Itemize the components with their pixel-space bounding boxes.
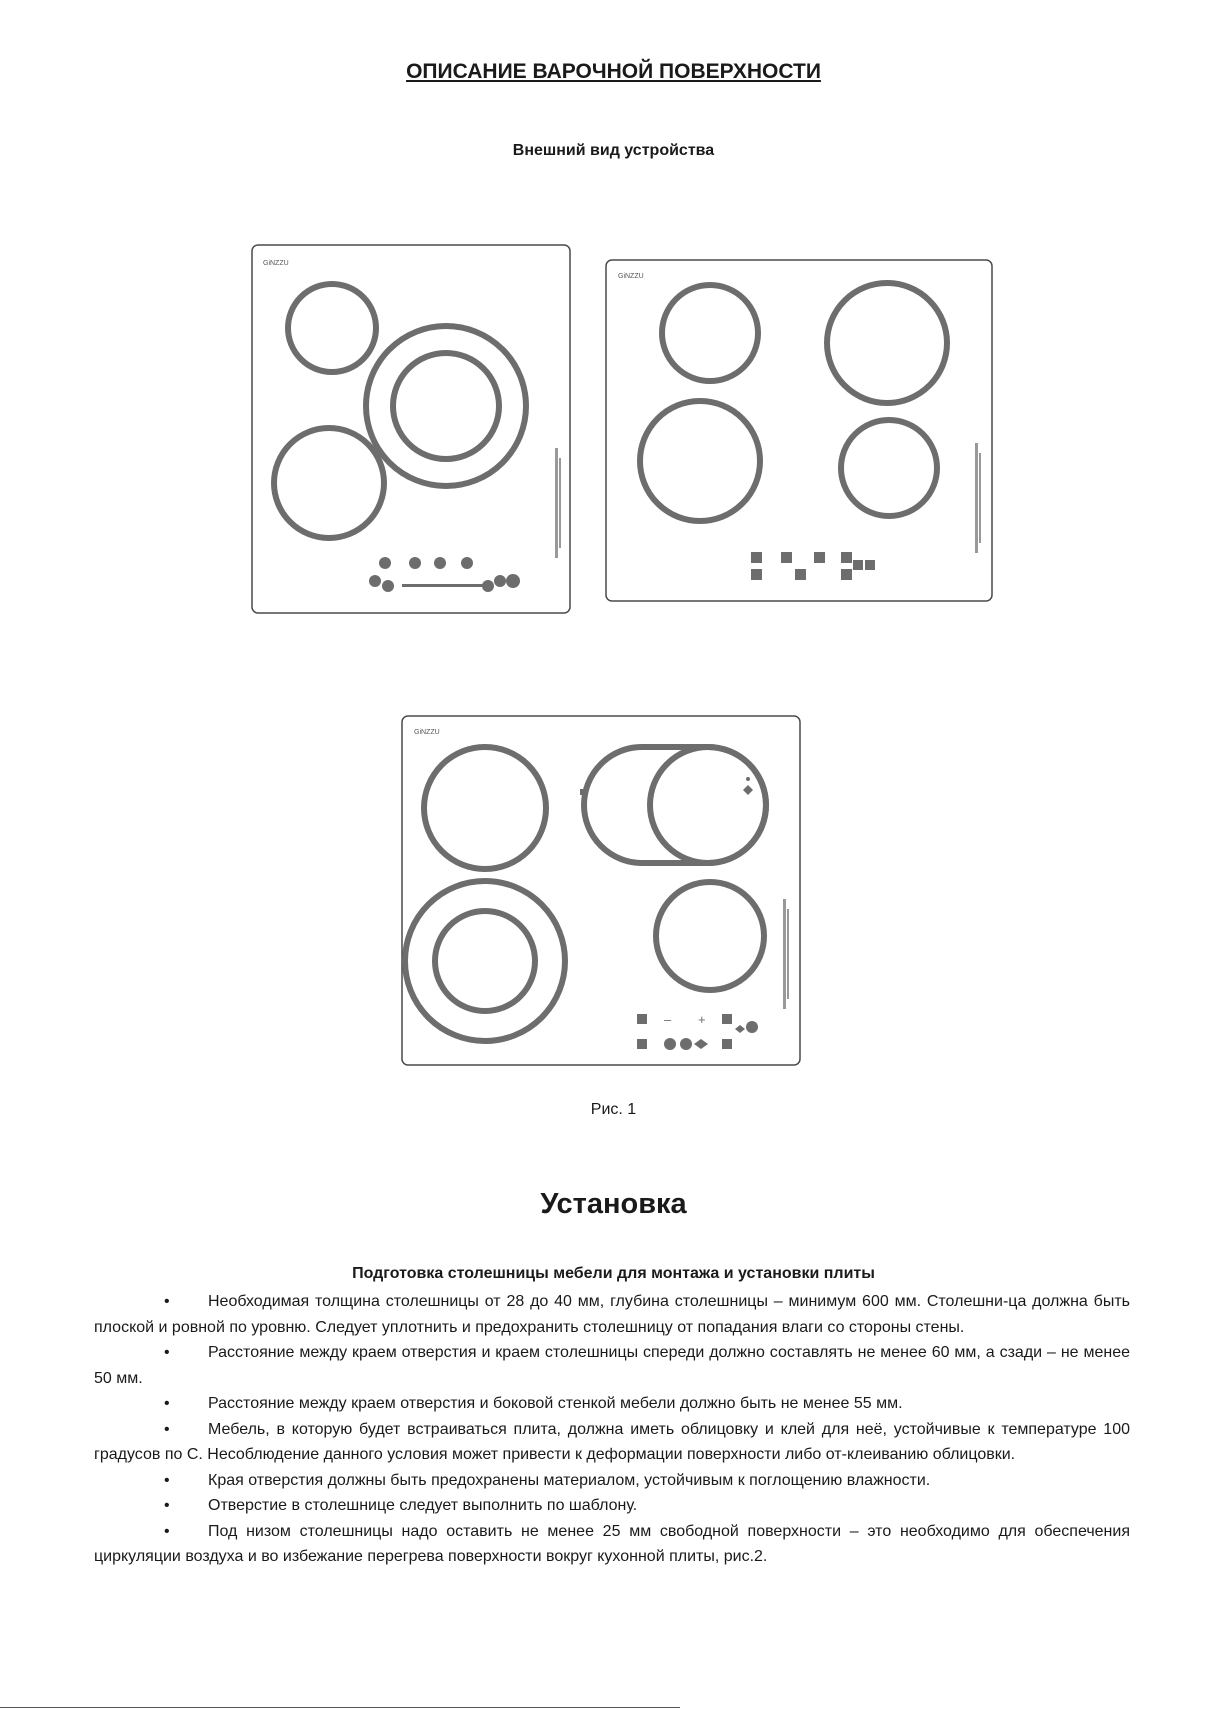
- bullet: •: [164, 1395, 170, 1412]
- page-title: ОПИСАНИЕ ВАРОЧНОЙ ПОВЕРХНОСТИ: [406, 60, 821, 83]
- bullet: •: [164, 1497, 170, 1514]
- list-item: [94, 1468, 1130, 1494]
- bullet: •: [164, 1420, 170, 1438]
- bullet: •: [164, 1471, 170, 1489]
- bullet: •: [164, 1344, 170, 1361]
- list-item: [94, 1519, 1130, 1570]
- hob-illustration-3-zone: [250, 243, 572, 615]
- list-item-text: Края отверстия должны быть предохранены материалом, устойчивым к поглощению влажности.: [208, 1471, 931, 1489]
- hob-illustration-4-zone: [604, 258, 994, 603]
- list-item-text: Под низом столешницы надо оставить не менее 25 мм свободной поверхности – это необходимо для обеспечения циркуляции воздуха и во избежание перегрева поверхности вокруг кухонной плиты, рис.2.: [94, 1522, 1130, 1565]
- minus-label: –: [664, 1012, 672, 1027]
- warning-labels: [783, 899, 789, 1009]
- warning-labels: [555, 448, 561, 558]
- list-item: [94, 1289, 1130, 1340]
- install-subheading: Подготовка столешницы мебели для монтажа и установки плиты: [352, 1265, 875, 1282]
- warning-labels: [975, 443, 981, 553]
- install-instructions: [94, 1289, 1130, 1570]
- list-item: [94, 1493, 1130, 1519]
- section-title: Внешний вид устройства: [512, 142, 715, 159]
- figure-caption: Рис. 1: [590, 1101, 637, 1118]
- list-item-text: Отверстие в столешнице следует выполнить по шаблону.: [208, 1497, 638, 1514]
- brand-logo: GiNZZU: [618, 273, 644, 280]
- list-item-text: Мебель, в которую будет встраиваться плита, должна иметь облицовку и клей для неё, устойчивые к температуре 100 градусов по С. Несоблюдение данного условия может привести к деформации поверхности либо от-клеиванию облицовки.: [94, 1420, 1130, 1463]
- plus-label: +: [698, 1012, 706, 1027]
- brand-logo: GiNZZU: [263, 260, 289, 267]
- list-item-text: Расстояние между краем отверстия и боковой стенкой мебели должно быть не менее 55 мм.: [208, 1395, 903, 1412]
- bullet: •: [164, 1293, 170, 1310]
- list-item-text: Расстояние между краем отверстия и краем столешницы спереди должно составлять не менее 60 мм, а сзади – не менее 50 мм.: [94, 1344, 1130, 1387]
- list-item-text: Необходимая толщина столешницы от 28 до 40 мм, глубина столешницы – минимум 600 мм. Столешни-ца должна быть плоской и ровной по уровню. Следует уплотнить и предохранить столешницу от попадания влаги со стороны стены.: [94, 1293, 1130, 1336]
- list-item: [94, 1417, 1130, 1468]
- bullet: •: [164, 1522, 170, 1540]
- list-item: [94, 1391, 1130, 1417]
- footer-divider: [0, 1707, 680, 1708]
- hob-illustration-4-zone-oval: [400, 714, 802, 1067]
- brand-logo: GiNZZU: [414, 729, 440, 736]
- list-item: [94, 1340, 1130, 1391]
- install-heading: Установка: [540, 1188, 687, 1220]
